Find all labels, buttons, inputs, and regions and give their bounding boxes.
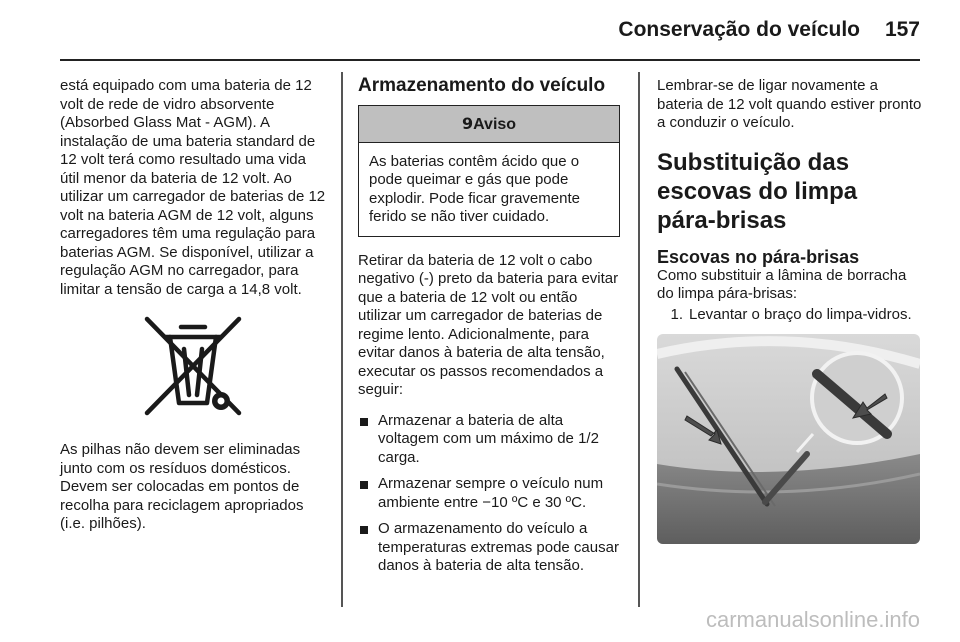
column-divider bbox=[638, 72, 640, 607]
page-number: 157 bbox=[884, 18, 920, 41]
wiper-arm-illustration bbox=[657, 334, 920, 544]
disposal-figure bbox=[60, 315, 326, 417]
page-header-title: Conservação do veículo bbox=[618, 18, 860, 41]
warning-title: Aviso bbox=[473, 115, 517, 133]
step-text: Levantar o braço do limpa-vidros. bbox=[689, 305, 912, 323]
windscreen-wipers-subheading: Escovas no pára-brisas bbox=[657, 246, 860, 267]
storage-heading: Armazenamento do veículo bbox=[358, 75, 606, 96]
warning-header bbox=[359, 106, 619, 143]
list-item: Armazenar a bateria de alta voltagem com um máximo de 1/2 carga. bbox=[358, 412, 620, 468]
column-3 bbox=[657, 77, 922, 544]
disposal-paragraph: As pilhas não devem ser eliminadas junto com os resíduos domésticos. Devem ser colocadas em pontos de recolha para reciclagem apropriados (i.e. pilhões). bbox=[60, 441, 304, 532]
wiper-section-heading: Substituição das escovas do limpa pára-brisas bbox=[657, 148, 858, 234]
warning-icon: 9 bbox=[461, 113, 474, 133]
column-2 bbox=[358, 77, 620, 584]
storage-bullet-list bbox=[358, 412, 620, 576]
header-rule bbox=[60, 59, 920, 61]
battery-agm-paragraph: está equipado com uma bateria de 12 volt de rede de vidro absorvente (Absorbed Glass Mat - AGM). A instalação de uma bateria standard de 12 volt terá como resultado uma vida útil menor da bateria de 12 volt. Ao utilizar um carregador de baterias de 12 volt na bateria AGM de 12 volt, alguns carregadores têm uma regulação para baterias AGM. Se disponível, utilizar a regulação AGM no carregador, para limitar a tensão de carga a 14,8 volt. bbox=[60, 77, 326, 298]
warning-box bbox=[358, 105, 620, 237]
storage-paragraph: Retirar da bateria de 12 volt o cabo negativo (-) preto da bateria para evitar que a bateria de 12 volt ou então utilizar um carregador de baterias de regime lento. Adicionalmente, para evitar danos à bateria de alta tensão, executar os passos recomendados a seguir: bbox=[358, 251, 619, 398]
crossed-out-wheelie-bin-icon bbox=[141, 315, 245, 417]
reconnect-reminder: Lembrar-se de ligar novamente a bateria de 12 volt quando estiver pronto a conduzir o veículo. bbox=[657, 77, 922, 131]
warning-text: As baterias contêm ácido que o pode queimar e gás que pode explodir. Pode ficar gravemente ferido se não tiver cuidado. bbox=[369, 152, 580, 225]
step-1 bbox=[657, 306, 922, 325]
column-1 bbox=[60, 77, 326, 534]
list-item: Armazenar sempre o veículo num ambiente entre −10 ºC e 30 ºC. bbox=[358, 475, 620, 512]
watermark: carmanualsonline.info bbox=[705, 607, 920, 632]
list-item: O armazenamento do veículo a temperaturas extremas pode causar danos à bateria de alta tensão. bbox=[358, 520, 620, 576]
wiper-arm-illustration-graphic bbox=[657, 334, 920, 544]
wiper-intro: Como substituir a lâmina de borracha do limpa pára-brisas: bbox=[657, 266, 907, 302]
column-divider bbox=[341, 72, 343, 607]
step-number: 1. bbox=[670, 305, 683, 323]
